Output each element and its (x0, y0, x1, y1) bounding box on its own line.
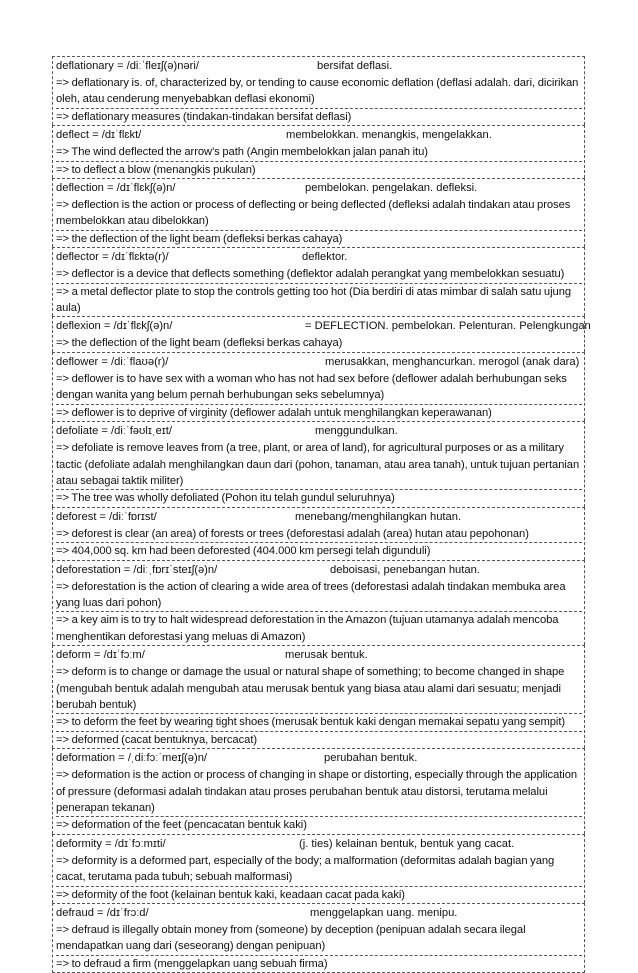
meaning: membelokkan. menangkis, mengelakkan. (286, 129, 492, 142)
example-sentence: => the deflection of the light beam (defleksi berkas cahaya) (56, 337, 343, 350)
example-sentence: => The tree was wholly defoliated (Pohon itu telah gundul seluruhnya) (56, 492, 395, 505)
meaning: menggelapkan uang. menipu. (310, 907, 458, 920)
entry-headline (56, 905, 582, 922)
example-sentence: => deformation of the feet (pencacatan bentuk kaki) (56, 819, 307, 832)
meaning: perubahan bentuk. (324, 752, 418, 765)
entry-headline (56, 423, 582, 440)
entry-headline (56, 647, 582, 664)
dictionary-entry (52, 507, 585, 560)
dictionary-entry (52, 560, 585, 646)
entry-headline (56, 58, 582, 75)
example-sentence: => deformity of the foot (kelainan bentuk kaki, keadaan cacat pada kaki) (56, 888, 405, 901)
meaning: menggundulkan. (315, 425, 398, 438)
dictionary-entry (52, 421, 585, 507)
meaning: deflektor. (302, 251, 348, 264)
dictionary-entry (52, 316, 591, 351)
example-sentence: => The wind deflected the arrow's path (Angin membelokkan jalan panah itu) (56, 144, 582, 161)
headword: deformation = /ˌdiːfɔːˈmeɪʃ(ə)n/ (56, 752, 208, 765)
example-sentence: => deflower is to have sex with a woman who has not had sex before (deflower adalah berhubungan seks dengan wanita yang belum pernah berhubungan seks sebelumnya) (56, 371, 582, 405)
example-sentence: => to deform the feet by wearing tight shoes (merusak bentuk kaki dengan memakai sepatu yang sempit) (56, 714, 582, 731)
dictionary-page (52, 56, 591, 973)
example-sentence: => deflationary is. of, characterized by, or tending to cause economic deflation (deflasi adalah. dari, dicirikan oleh, atau cenderung menyebabkan deflasi ekonomi) (56, 75, 582, 109)
example-sentence: => to defraud a firm (menggelapkan uang sebuah firma) (56, 957, 328, 970)
example-sentence: => deflector is a device that deflects something (deflektor adalah perangkat yang membelokkan sesuatu) (56, 266, 582, 283)
entry-headline (56, 836, 582, 853)
meaning: (j. ties) kelainan bentuk, bentuk yang cacat. (299, 837, 515, 850)
headword: deform = /dɪˈfɔːm/ (56, 649, 145, 662)
headword: deflexion = /dɪˈflɛkʃ(ə)n/ (56, 320, 173, 333)
meaning: bersifat deflasi. (317, 60, 393, 72)
entry-headline (56, 750, 582, 767)
example-sentence: => 404,000 sq. km had been deforested (404.000 km persegi telah digunduli) (56, 545, 431, 558)
headword: defraud = /dɪˈfrɔːd/ (56, 907, 149, 920)
headword: deflect = /dɪˈflɛkt/ (56, 129, 142, 142)
dictionary-entry (52, 834, 585, 903)
entry-headline (56, 509, 582, 526)
headword: deformity = /dɪˈfɔːmɪti/ (56, 837, 166, 850)
headword: deflector = /dɪˈflɛktə(r)/ (56, 251, 169, 264)
headword: deforest = /diːˈfɒrɪst/ (56, 510, 157, 523)
headword: defoliate = /diːˈfəʊlɪˌeɪt/ (56, 425, 172, 438)
example-sentence: => deformation is the action or process of changing in shape or distorting, especially through the application of pressure (deformasi adalah tindakan atau proses perubahan bentuk atau distorsi, terutama melalui penerapan tekanan) (56, 767, 582, 817)
entry-headline (56, 318, 591, 335)
example-sentence: => defoliate is remove leaves from (a tree, plant, or area of land), for agricultural purposes or as a military tactic (defoliate adalah menghilangkan daun dari (pohon, tanaman, atau area tanah), untuk tujuan pertanian atau sebagai taktik militer) (56, 440, 582, 490)
example-sentence: => deflationary measures (tindakan-tindakan bersifat deflasi) (56, 110, 352, 123)
example-sentence: => deformed (cacat bentuknya, bercacat) (56, 733, 258, 746)
dictionary-entry (52, 247, 585, 316)
dictionary-entry (52, 178, 585, 247)
dictionary-entry (52, 903, 585, 973)
dictionary-entry (52, 125, 585, 178)
example-sentence: => deformity is a deformed part, especially of the body; a malformation (deformitas adalah bagian yang cacat, terutama pada tubuh; sebuah malformasi) (56, 853, 582, 887)
entry-headline (56, 354, 582, 371)
example-sentence: => defraud is illegally obtain money from (someone) by deception (penipuan adalah secara ilegal mendapatkan uang dari (seseorang) dengan penipuan) (56, 922, 582, 956)
headword: deforestation = /diːˌfɒrɪˈsteɪʃ(ə)n/ (56, 563, 218, 576)
example-sentence: => a key aim is to try to halt widespread deforestation in the Amazon (tujuan utamanya adalah mencoba menghentikan deforestasi yang meluas di Amazon) (56, 614, 559, 643)
entry-headline (56, 249, 582, 266)
meaning: deboisasi, penebangan hutan. (330, 563, 480, 576)
example-sentence: => a metal deflector plate to stop the controls getting too hot (Dia berdiri di atas mimbar di salah satu ujung aula) (56, 285, 572, 315)
headword: deflection = /dɪˈflɛkʃ(ə)n/ (56, 182, 176, 195)
headword: deflower = /diːˈflaʊə(r)/ (56, 355, 169, 368)
meaning: merusak bentuk. (285, 649, 368, 662)
dictionary-entry (52, 56, 585, 125)
example-sentence: => deflection is the action or process of deflecting or being deflected (defleksi adalah tindakan atau proses membelokkan atau dibelokkan) (56, 197, 582, 231)
entry-headline (56, 562, 582, 579)
dictionary-entry (52, 645, 585, 748)
example-sentence: => deform is to change or damage the usual or natural shape of something; to become changed in shape (mengubah bentuk adalah mengubah atau merusak bentuk yang biasa atau alami dari sesuatu; menjadi berubah bentuk) (56, 664, 582, 714)
entry-headline (56, 127, 582, 144)
meaning: pembelokan. pengelakan. defleksi. (305, 182, 478, 195)
dictionary-entry (52, 352, 585, 421)
meaning: merusakkan, menghancurkan. merogol (anak dara) (325, 355, 580, 368)
meaning: menebang/menghilangkan hutan. (295, 510, 462, 523)
headword: deflationary = /diːˈfleɪʃ(ə)nəri/ (56, 60, 199, 72)
example-sentence: => deforest is clear (an area) of forests or trees (deforestasi adalah (area) hutan atau pepohonan) (56, 526, 582, 543)
example-sentence: => the deflection of the light beam (defleksi berkas cahaya) (56, 232, 343, 245)
meaning: = DEFLECTION. pembelokan. Pelenturan. Pelengkungan (305, 320, 591, 333)
example-sentence: => deforestation is the action of clearing a wide area of trees (deforestasi adalah tindakan membuka area yang luas dari pohon) (56, 579, 582, 613)
dictionary-entry (52, 748, 585, 834)
entry-headline (56, 180, 582, 197)
example-sentence: => deflower is to deprive of virginity (deflower adalah untuk menghilangkan keperawanan) (56, 406, 492, 419)
example-sentence: => to deflect a blow (menangkis pukulan) (56, 163, 256, 176)
